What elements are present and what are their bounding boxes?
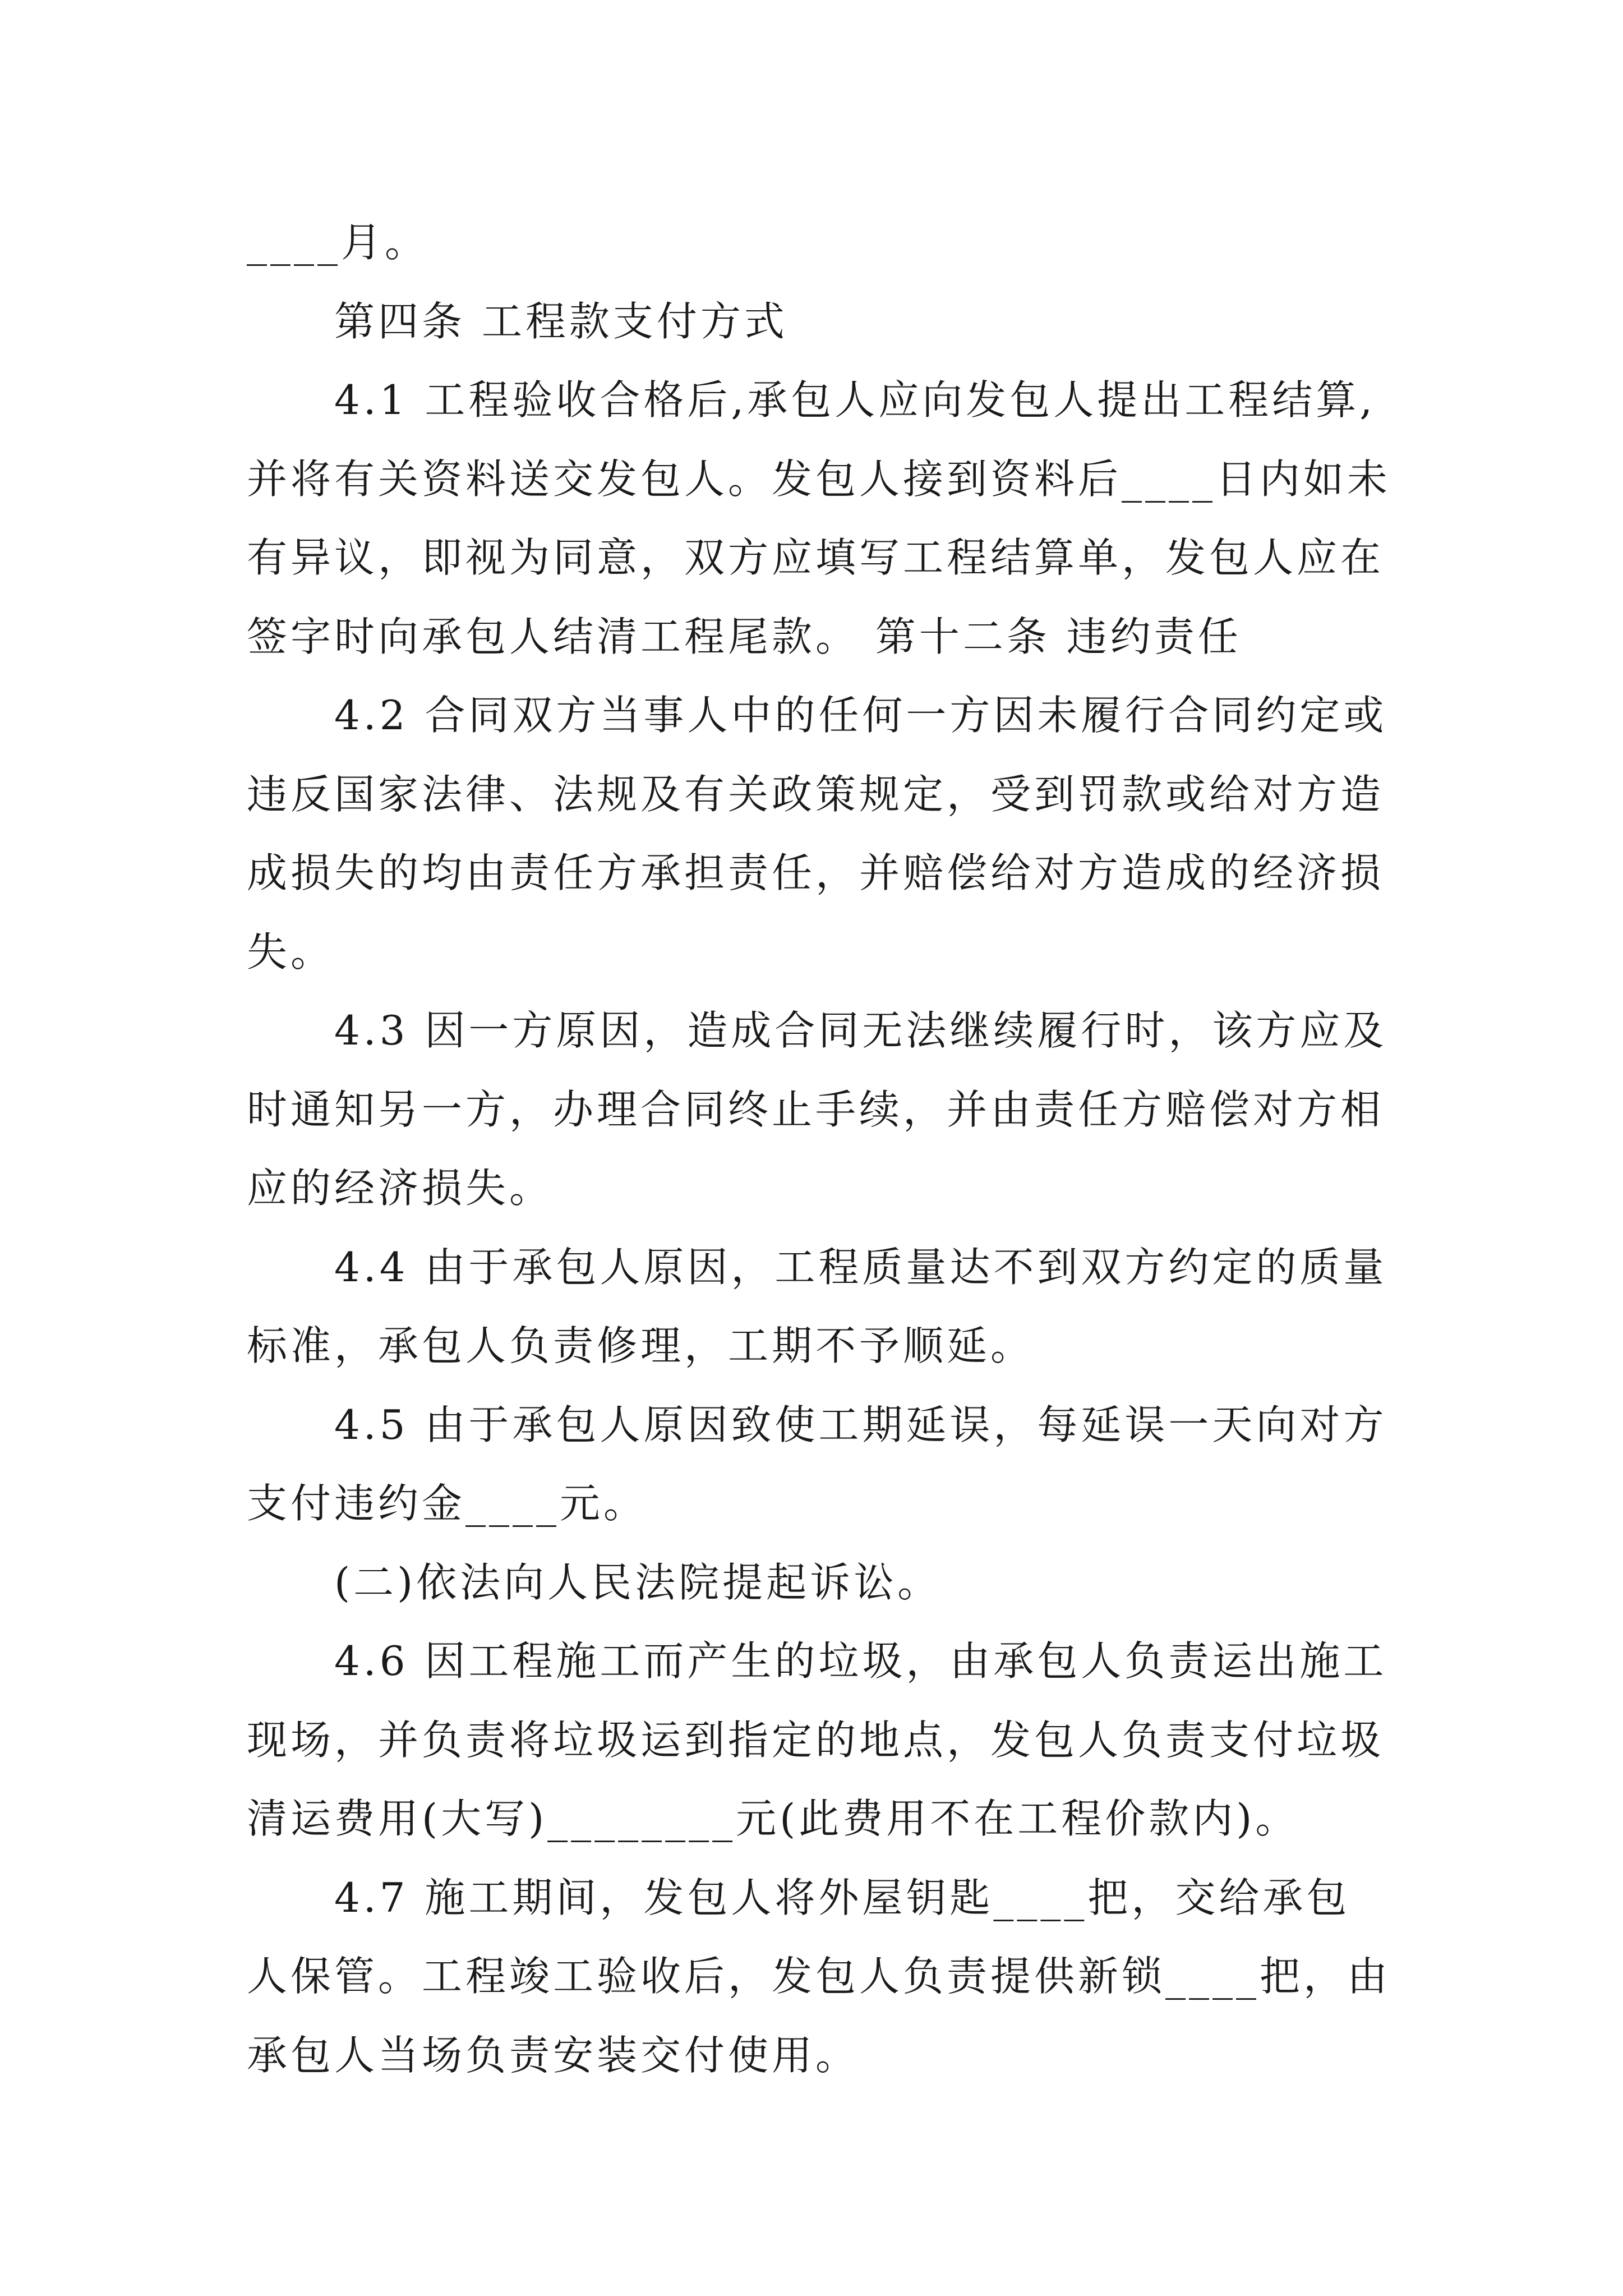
clause-4-3: 4.3 因一方原因，造成合同无法继续履行时，该方应及时通知另一方，办理合同终止手续，并由责任方赔偿对方相应的经济损失。 [247, 1007, 1387, 1212]
clause-4-1: 4.1 工程验收合格后,承包人应向发包人提出工程结算,并将有关资料送交发包人。发包人接到资料后____日内如未有异议，即视为同意，双方应填写工程结算单，发包人应在签字时向承包人结清工程尾款。 第十二条 违约责任 [247, 376, 1391, 660]
clause-4-7: 4.7 施工期间，发包人将外屋钥匙____把，交给承包人保管。工程竣工验收后，发包人负责提供新锁____把，由承包人当场负责安装交付使用。 [247, 1874, 1391, 2079]
paragraph-lawsuit: (二)依法向人民法院提起诉讼。 [334, 1558, 942, 1606]
clause-4-2: 4.2 合同双方当事人中的任何一方因未履行合同约定或违反国家法律、法规及有关政策规定，受到罚款或给对方造成损失的均由责任方承担责任，并赔偿给对方造成的经济损失。 [247, 692, 1387, 976]
paragraph-month-continuation: ____月。 [247, 219, 429, 266]
clause-4-6: 4.6 因工程施工而产生的垃圾，由承包人负责运出施工现场，并负责将垃圾运到指定的地点，发包人负责支付垃圾清运费用(大写)________元(此费用不在工程价款内)。 [247, 1637, 1387, 1842]
clause-4-4: 4.4 由于承包人原因，工程质量达不到双方约定的质量标准，承包人负责修理，工期不予顺延。 [247, 1243, 1387, 1369]
clause-4-5: 4.5 由于承包人原因致使工期延误，每延误一天向对方支付违约金____元。 [247, 1401, 1387, 1527]
article-heading-payment: 第四条 工程款支付方式 [334, 297, 788, 345]
document-body [247, 203, 1391, 2095]
